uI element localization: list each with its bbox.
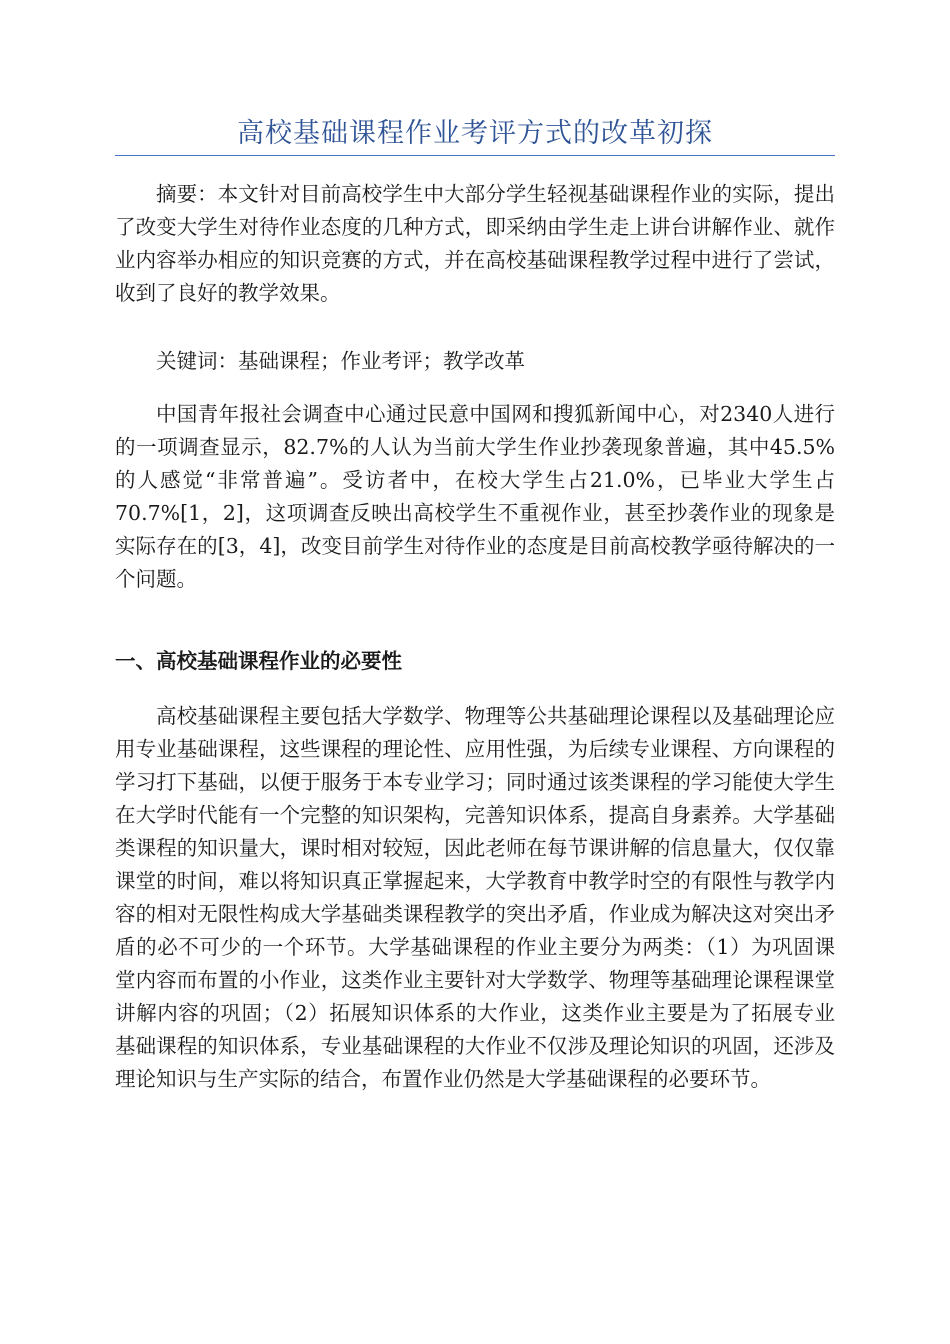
intro-paragraph: 中国青年报社会调查中心通过民意中国网和搜狐新闻中心，对2340人进行的一项调查显示，82.7%的人认为当前大学生作业抄袭现象普遍，其中45.5%的人感觉“非常普遍”。受访者中，在校大学生占21.0%，已毕业大学生占70.7%[1，2]，这项调查反映出高校学生不重视作业，甚至抄袭作业的现象是实际存在的[3，4]，改变目前学生对待作业的态度是目前高校教学亟待解决的一个问题。 (115, 402, 835, 591)
section-heading: 一、高校基础课程作业的必要性 (115, 649, 402, 673)
title-underline (115, 155, 835, 156)
abstract-paragraph: 摘要：本文针对目前高校学生中大部分学生轻视基础课程作业的实际，提出了改变大学生对待作业态度的几种方式，即采纳由学生走上讲台讲解作业、就作业内容举办相应的知识竞赛的方式，并在高校基础课程教学过程中进行了尝试，收到了良好的教学效果。 (115, 182, 835, 305)
section-paragraph: 高校基础课程主要包括大学数学、物理等公共基础理论课程以及基础理论应用专业基础课程，这些课程的理论性、应用性强，为后续专业课程、方向课程的学习打下基础，以便于服务于本专业学习；同时通过该类课程的学习能使大学生在大学时代能有一个完整的知识架构，完善知识体系，提高自身素养。大学基础类课程的知识量大，课时相对较短，因此老师在每节课讲解的信息量大，仅仅靠课堂的时间，难以将知识真正掌握起来，大学教育中教学时空的有限性与教学内容的相对无限性构成大学基础类课程教学的突出矛盾，作业成为解决这对突出矛盾的必不可少的一个环节。大学基础课程的作业主要分为两类：（1）为巩固课堂内容而布置的小作业，这类作业主要针对大学数学、物理等基础理论课程课堂讲解内容的巩固；（2）拓展知识体系的大作业，这类作业主要是为了拓展专业基础课程的知识体系，专业基础课程的大作业不仅涉及理论知识的巩固，还涉及理论知识与生产实际的结合，布置作业仍然是大学基础课程的必要环节。 (115, 704, 835, 1091)
keywords-paragraph: 关键词：基础课程；作业考评；教学改革 (156, 349, 525, 373)
document-title: 高校基础课程作业考评方式的改革初探 (237, 118, 713, 149)
